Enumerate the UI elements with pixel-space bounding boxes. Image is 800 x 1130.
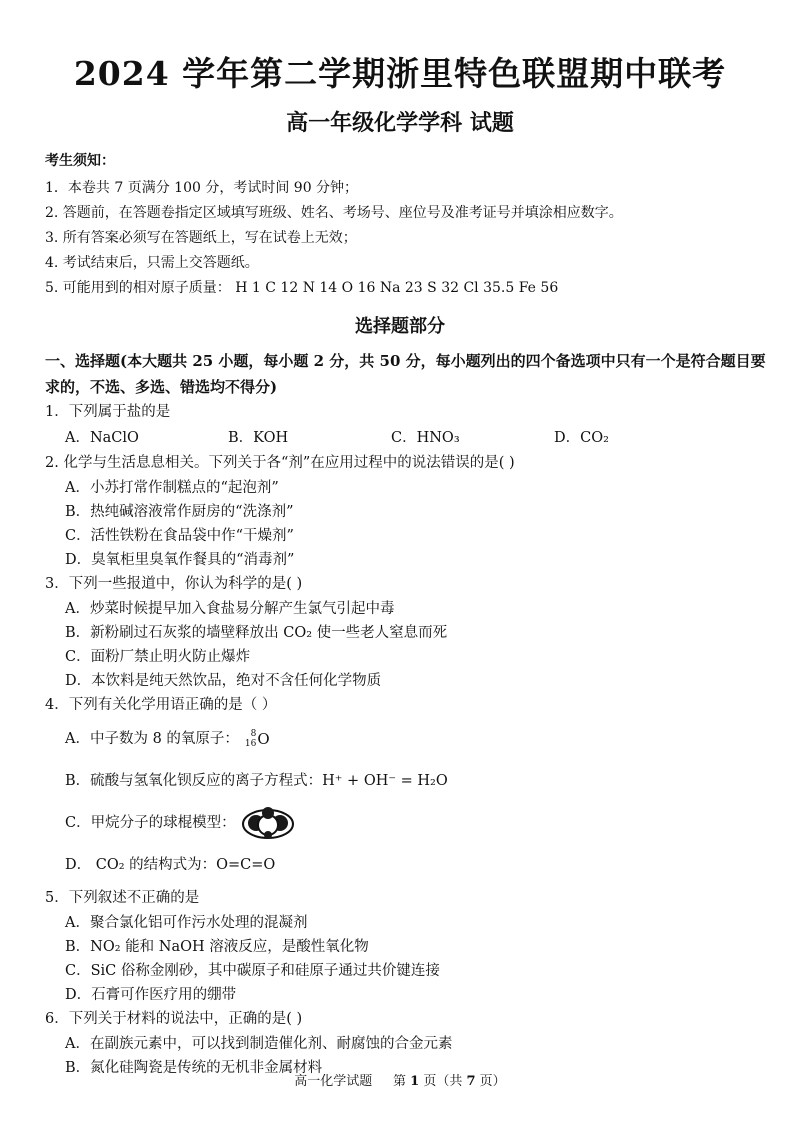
question-1-options [45, 425, 770, 451]
exam-notice [45, 150, 765, 301]
question-4-option-c [45, 802, 770, 844]
notice-item: 5. 可能用到的相对原子质量： H 1 C 12 N 14 O 16 Na 23 S 32 Cl 35.5 Fe 56 [45, 280, 559, 296]
question-5-option-b: B．NO₂ 能和 NaOH 溶液反应，是酸性氧化物 [65, 939, 369, 955]
footer-page-prefix: 第 [392, 1074, 406, 1089]
question-3-stem: 3．下列一些报道中，你认为科学的是( ) [45, 576, 303, 592]
footer-page-mid: 页（共 [423, 1074, 463, 1089]
footer-page-suffix: 页） [479, 1074, 506, 1089]
question-2-option-b: B．热纯碱溶液常作厨房的“洗涤剂” [65, 504, 294, 520]
question-3-option-d: D．本饮料是纯天然饮品，绝对不含任何化学物质 [65, 673, 382, 689]
question-1-stem: 1．下列属于盐的是 [45, 404, 171, 420]
notice-item: 2. 答题前，在答题卷指定区域填写班级、姓名、考场号、座位号及准考证号并填涂相应数字。 [45, 205, 623, 221]
question-2-option-a: A．小苏打常作制糕点的“起泡剂” [65, 480, 279, 496]
notice-heading: 考生须知： [45, 153, 115, 169]
question-3-option-a: A．炒菜时候提早加入食盐易分解产生氯气引起中毒 [65, 601, 395, 617]
question-4-option-b: B．硫酸与氢氧化钡反应的离子方程式：H⁺ + OH⁻ = H₂O [65, 773, 448, 789]
question-1-option-b: B．KOH [228, 430, 289, 446]
nuclide-mass-number: 8 [250, 729, 257, 739]
question-5-option-d: D．石膏可作医疗用的绷带 [65, 987, 237, 1003]
notice-item: 4. 考试结束后，只需上交答题纸。 [45, 255, 259, 271]
notice-item: 3. 所有答案必须写在答题纸上，写在试卷上无效； [45, 230, 357, 246]
nuclide-notation [245, 718, 270, 760]
question-2-option-d: D．臭氧柜里臭氧作餐具的“消毒剂” [65, 552, 295, 568]
question-6-option-b: B．氮化硅陶瓷是传统的无机非金属材料 [65, 1060, 323, 1076]
footer-page-number: 1 [410, 1074, 420, 1089]
question-3-option-c: C．面粉厂禁止明火防止爆炸 [65, 649, 251, 665]
question-5-stem: 5．下列叙述不正确的是 [45, 890, 200, 906]
question-5-option-c: C．SiC 俗称金刚砂，其中碳原子和硅原子通过共价键连接 [65, 963, 440, 979]
methane-ball-model-image [240, 806, 296, 840]
notice-item: 1．本卷共 7 页满分 100 分，考试时间 90 分钟； [45, 180, 359, 196]
question-4-stem: 4．下列有关化学用语正确的是（ ） [45, 697, 277, 713]
footer-page-total: 7 [466, 1074, 476, 1089]
footer-title: 高一化学试题 [294, 1074, 373, 1089]
question-4-option-a-text: A．中子数为 8 的氧原子： [65, 731, 239, 747]
page-footer [0, 1070, 800, 1089]
page-subtitle: 高一年级化学学科 试题 [286, 110, 514, 136]
section-instructions: 一、选择题(本大题共 25 小题，每小题 2 分，共 50 分，每小题列出的四个备选项中只有一个是符合题目要求的，不选、多选、错选均不得分) [45, 352, 766, 396]
question-2-option-c: C．活性铁粉在食品袋中作“干燥剂” [65, 528, 294, 544]
question-1-option-a: A．NaClO [65, 430, 139, 446]
nuclide-atomic-number: 16 [244, 739, 257, 749]
question-5-option-a: A．聚合氯化铝可作污水处理的混凝剂 [65, 915, 308, 931]
page-title: 2024 学年第二学期浙里特色联盟期中联考 [73, 54, 727, 93]
question-list [45, 400, 770, 1080]
question-6-stem: 6．下列关于材料的说法中，正确的是( ) [45, 1011, 303, 1027]
question-4-option-a [45, 718, 770, 760]
nuclide-symbol: O [257, 730, 270, 748]
question-2-stem: 2. 化学与生活息息相关。下列关于各“剂”在应用过程中的说法错误的是( ) [45, 455, 515, 471]
question-1-option-c: C．HNO₃ [391, 430, 460, 446]
question-4-option-d: D． CO₂ 的结构式为：O=C=O [65, 857, 276, 873]
section-heading: 选择题部分 [355, 316, 445, 337]
question-6-option-a: A．在副族元素中，可以找到制造催化剂、耐腐蚀的合金元素 [65, 1036, 453, 1052]
question-4-option-c-text: C．甲烷分子的球棍模型： [65, 815, 236, 831]
question-3-option-b: B．新粉刷过石灰浆的墙壁释放出 CO₂ 使一些老人窒息而死 [65, 625, 448, 641]
question-1-option-d: D．CO₂ [554, 430, 609, 446]
